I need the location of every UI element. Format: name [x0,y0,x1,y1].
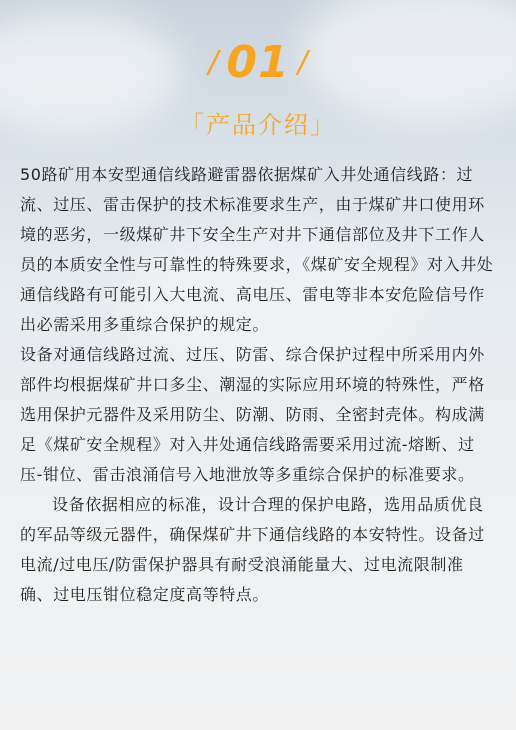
paragraph-1: 50路矿用本安型通信线路避雷器依据煤矿入井处通信线路：过流、过压、雷击保护的技术标准要求生产，由于煤矿井口使用环境的恶劣，一级煤矿井下安全生产对井下通信部位及井下工作人员的本质安全性与可靠性的特殊要求，《煤矿安全规程》对入井处通信线路有可能引入大电流、高电压、雷电等非本安危险信号作出必需采用多重综合保护的规定。 [20,165,494,334]
paragraph-2: 设备对通信线路过流、过压、防雷、综合保护过程中所采用内外部件均根据煤矿井口多尘、潮湿的实际应用环境的特殊性，严格选用保护元器件及采用防尘、防潮、防雨、全密封壳体。构成满足《煤矿安全规程》对入井处通信线路需要采用过流-熔断、过压-钳位、雷击浪涌信号入地泄放等多重综合保护的标准要求。 [20,345,485,484]
paragraph-3: 设备依据相应的标准，设计合理的保护电路，选用品质优良的军品等级元器件，确保煤矿井下通信线路的本安特性。设备过电流/过电压/防雷保护器具有耐受浪涌能量大、过电流限制准确、过电压钳位稳定度高等特点。 [20,495,485,604]
section-number-text: 01 [226,36,290,88]
section-number [0,30,516,94]
slash-left: / [208,44,219,80]
body-text [20,160,494,610]
slash-right: / [297,44,308,80]
section-title: 「产品介绍」 [180,111,336,139]
